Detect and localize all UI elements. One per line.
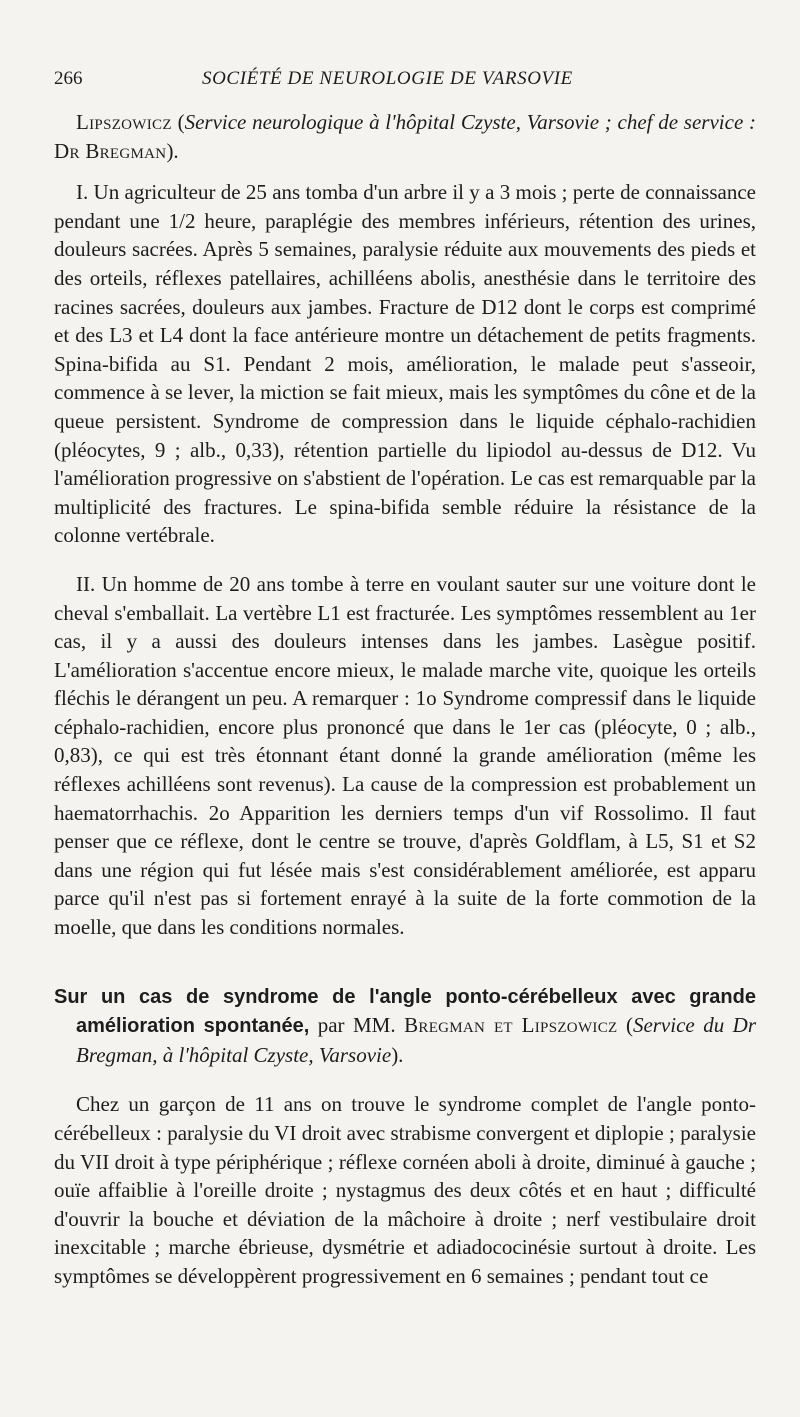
affiliation-open: ( <box>177 110 185 134</box>
second-article-heading <box>54 982 756 1070</box>
page-number: 266 <box>54 68 83 89</box>
article-affiliation-open: ( <box>625 1013 633 1038</box>
article-affiliation-close: ). <box>391 1042 404 1067</box>
author-name: Lipszowicz <box>76 110 172 134</box>
affiliation: Service neurologique à l'hôpital Czyste, Varsovie ; chef de service : <box>184 110 757 134</box>
case-1-paragraph: I. Un agriculteur de 25 ans tomba d'un arbre il y a 3 mois ; perte de connaissance pendant une 1/2 heure, paraplégie des membres inférieurs, rétention des urines, douleurs sacrées. Après 5 semaines, paralysie réduite aux mouvements des pieds et des orteils, réflexes patellaires, achilléens abolis, anesthésie dans le territoire des racines sacrées, douleurs aux jambes. Fracture de D12 dont le corps est comprimé et des L3 et L4 dont la face antérieure montre un détachement de petits fragments. Spina-bifida au S1. Pendant 2 mois, amélioration, le malade peut s'asseoir, commence à se lever, la miction se fait mieux, mais les symptômes du cône et de la queue persistent. Syndrome de compression dans le liquide céphalo-rachidien (pléocytes, 9 ; alb., 0,33), rétention partielle du lipiodol au-dessus de D12. Vu l'amélioration progressive on s'abstient de l'opération. Le cas est remarquable par la multiplicité des fractures. Le spina-bifida semble réduire la résistance de la colonne vertébrale. <box>54 180 756 548</box>
journal-title: SOCIÉTÉ DE NEUROLOGIE DE VARSOVIE <box>202 68 573 89</box>
article-title: Sur un cas de syndrome de l'angle ponto-cérébelleux avec grande amélioration spontanée, <box>54 985 756 1038</box>
article-authors: Bregman et Lipszowicz <box>404 1013 618 1038</box>
second-article-body: Chez un garçon de 11 ans on trouve le syndrome complet de l'angle ponto-cérébelleux : paralysie du VI droit avec strabisme convergent et diplopie ; paralysie du VII droit à type périphérique ; réflexe cornéen aboli à droite, diminué à gauche ; ouïe affaiblie à l'oreille droite ; nystagmus des deux côtés et en haut ; difficulté d'ouvrir la bouche et déviation de la mâchoire à droite ; nerf vestibulaire droit inexcitable ; marche ébrieuse, dysmétrie et adiadococinésie surtout à droite. Les symptômes se développèrent progressivement en 6 semaines ; pendant tout ce <box>54 1092 756 1288</box>
affiliation-close: ). <box>166 138 179 163</box>
article-by: par MM. <box>317 1013 396 1038</box>
case-2-paragraph: II. Un homme de 20 ans tombe à terre en voulant sauter sur une voiture dont le cheval s'emballait. La vertèbre L1 est fracturée. Les symptômes ressemblent au 1er cas, il y a aussi des douleurs intenses dans les jambes. Lasègue positif. L'amélioration s'accentue encore mieux, le malade marche vite, quoique les orteils fléchis le dérangent un peu. A remarquer : 1o Syndrome compressif dans le liquide céphalo-rachidien, encore plus prononcé que dans le 1er cas (pléocyte, 0 ; alb., 0,83), ce qui est très étonnant étant donné la grande amélioration (même les réflexes achilléens sont revenus). La cause de la compression est probablement un haematorrhachis. 2o Apparition les derniers temps d'un vif Rossolimo. Il faut penser que ce réflexe, dont le centre se trouve, d'après Goldflam, à L5, S1 et S2 dans une région qui fut lésée mais s'est considérablement améliorée, est apparu parce qu'il n'est pas si fortement enrayé à la suite de la forte commotion de la moelle, que dans les conditions normales. <box>54 571 756 940</box>
article-affiliation: Service du Dr Bregman, à l'hôpital Czyste, Varsovie <box>76 1013 756 1067</box>
running-head <box>54 58 756 94</box>
page <box>54 58 756 1291</box>
chief-name: Dr Bregman <box>54 138 167 163</box>
first-article-attribution <box>54 108 756 165</box>
